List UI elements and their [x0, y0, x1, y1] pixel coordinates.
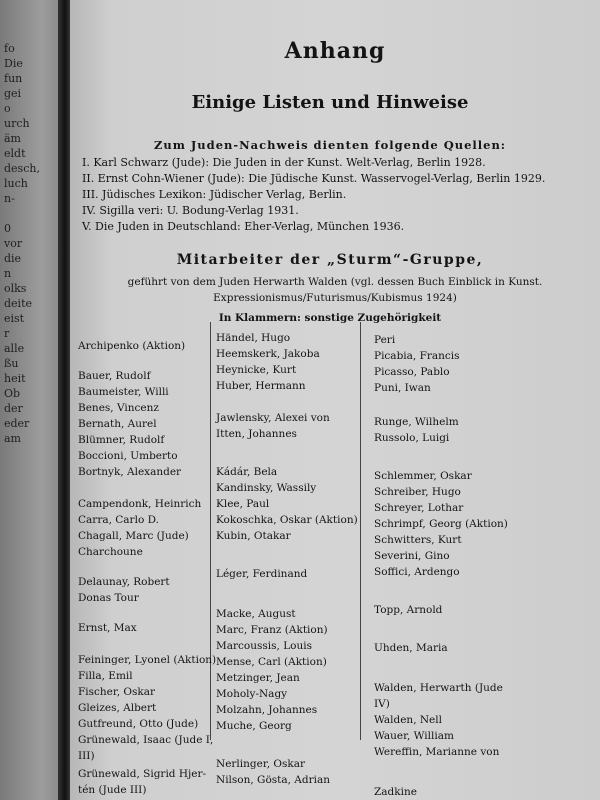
artist-name: Benes, Vincenz: [78, 402, 159, 414]
artist-name: Schrimpf, Georg (Aktion): [374, 518, 508, 530]
artist-name: Charchoune: [78, 546, 143, 558]
left-page-text-fragment: Ob: [4, 387, 21, 400]
artist-name: Carra, Carlo D.: [78, 514, 159, 526]
sources-heading: Zum Juden-Nachweis dienten folgende Quellen:: [153, 138, 507, 152]
names-column-3: [374, 334, 544, 800]
page-subtitle: Einige Listen und Hinweise: [191, 92, 469, 113]
left-page-text-fragment: gei: [4, 87, 22, 100]
artist-name: Händel, Hugo: [216, 332, 291, 344]
group-note: In Klammern: sonstige Zugehörigkeit: [218, 312, 442, 324]
artist-name: Huber, Hermann: [216, 380, 306, 392]
left-page: [0, 0, 60, 800]
artist-name: Picabia, Francis: [374, 350, 460, 362]
left-page-text-fragment: 0: [4, 222, 11, 235]
left-page-text-fragment: alle: [4, 342, 25, 355]
artist-name: Grünewald, Isaac (Jude I,: [78, 734, 214, 746]
artist-name: Topp, Arnold: [374, 604, 443, 616]
artist-name: Bauer, Rudolf: [78, 370, 151, 382]
artist-name: Schwitters, Kurt: [374, 534, 462, 546]
artist-name: Marcoussis, Louis: [216, 640, 312, 652]
source-item: IV. Sigilla veri: U. Bodung-Verlag 1931.: [82, 204, 299, 217]
left-page-text-fragment: am: [4, 432, 21, 445]
left-page-text-fragment: vor: [4, 237, 23, 250]
artist-name: Wereffin, Marianne von: [374, 746, 500, 758]
left-page-text-fragment: n: [4, 267, 12, 280]
artist-name: Kubin, Otakar: [216, 530, 291, 542]
artist-name: Soffici, Ardengo: [374, 566, 460, 578]
left-page-text-fragment: eist: [4, 312, 25, 325]
artist-name: Zadkine: [374, 786, 417, 798]
left-page-text-fragment: luch: [4, 177, 28, 190]
left-page-text-fragment: olks: [4, 282, 27, 295]
source-item: III. Jüdisches Lexikon: Jüdischer Verlag, Berlin.: [82, 188, 347, 201]
artist-name: Boccioni, Umberto: [78, 450, 178, 462]
left-page-text-fragment: fo: [4, 42, 15, 55]
artist-name: Schreyer, Lothar: [374, 502, 464, 514]
artist-name: Filla, Emil: [78, 670, 133, 682]
artist-name: Schreiber, Hugo: [374, 486, 461, 498]
group-heading: Mitarbeiter der „Sturm“-Gruppe,: [176, 252, 484, 268]
left-page-text-fragment: heit: [4, 372, 26, 385]
left-page-text-fragment: desch,: [4, 162, 40, 175]
artist-name: Jawlensky, Alexei von: [216, 412, 330, 424]
artist-name: Kádár, Bela: [216, 466, 278, 478]
artist-name: Schlemmer, Oskar: [374, 470, 472, 482]
page-title: Anhang: [284, 38, 386, 64]
artist-name: Léger, Ferdinand: [216, 568, 308, 580]
artist-name: Delaunay, Robert: [78, 576, 170, 588]
artist-name: Bernath, Aurel: [78, 418, 157, 430]
artist-name: Campendonk, Heinrich: [78, 498, 202, 510]
group-description: geführt von dem Juden Herwarth Walden (vgl. dessen Buch Einblick in Kunst.: [127, 276, 543, 288]
artist-name: Wauer, William: [374, 730, 454, 742]
artist-name: Muche, Georg: [216, 720, 292, 732]
artist-name: Runge, Wilhelm: [374, 416, 459, 428]
artist-name: Blümner, Rudolf: [78, 434, 165, 446]
book-page: [70, 0, 600, 800]
source-item: V. Die Juden in Deutschland: Eher-Verlag, München 1936.: [82, 220, 405, 233]
artist-name: Gutfreund, Otto (Jude): [78, 718, 199, 730]
left-page-text-fragment: der: [4, 402, 23, 415]
artist-name: Heemskerk, Jakoba: [216, 348, 320, 360]
left-page-text-fragment: eder: [4, 417, 30, 430]
artist-name: Kokoschka, Oskar (Aktion): [216, 514, 358, 526]
artist-name: tén (Jude III): [78, 784, 147, 796]
column-divider: [210, 322, 211, 740]
left-page-text-fragment: Die: [4, 57, 23, 70]
names-column-2: [216, 332, 358, 800]
artist-name: Walden, Nell: [374, 714, 442, 726]
artist-name: Puni, Iwan: [374, 382, 431, 394]
left-page-text-fragment: die: [4, 252, 22, 265]
source-item: I. Karl Schwarz (Jude): Die Juden in der Kunst. Welt-Verlag, Berlin 1928.: [82, 156, 486, 169]
artist-name: Ernst, Max: [78, 622, 137, 634]
source-item: II. Ernst Cohn-Wiener (Jude): Die Jüdische Kunst. Wasservogel-Verlag, Berlin 1929.: [82, 172, 546, 185]
artist-name: Gleizes, Albert: [78, 702, 157, 714]
artist-name: Marc, Franz (Aktion): [216, 624, 328, 636]
artist-name: Nerlinger, Oskar: [216, 758, 306, 770]
artist-name: Mense, Carl (Aktion): [216, 656, 327, 668]
artist-name: Peri: [374, 334, 396, 346]
artist-name: Nilson, Gösta, Adrian: [216, 774, 331, 786]
artist-name: Metzinger, Jean: [216, 672, 300, 684]
artist-name: Klee, Paul: [216, 498, 270, 510]
left-page-text-fragment: o: [4, 102, 11, 115]
artist-name: Feininger, Lyonel (Aktion): [78, 654, 217, 666]
artist-name: Molzahn, Johannes: [216, 704, 318, 716]
artist-name: Bortnyk, Alexander: [78, 466, 182, 478]
artist-name: Donas Tour: [78, 592, 139, 604]
left-page-text-fragment: ßu: [4, 357, 19, 370]
column-divider: [360, 322, 361, 740]
artist-name: Macke, August: [216, 608, 296, 620]
names-column-1: [78, 340, 217, 800]
left-page-text-fragment: r: [4, 327, 10, 340]
artist-name: IV): [374, 698, 390, 710]
artist-name: Moholy-Nagy: [216, 688, 288, 700]
artist-name: Picasso, Pablo: [374, 366, 450, 378]
left-page-text-fragment: urch: [4, 117, 30, 130]
artist-name: Itten, Johannes: [216, 428, 297, 440]
group-description-cont: Expressionismus/Futurismus/Kubismus 1924): [213, 292, 457, 304]
artist-name: Uhden, Maria: [374, 642, 448, 654]
artist-name: Fischer, Oskar: [78, 686, 156, 698]
artist-name: Kandinsky, Wassily: [216, 482, 317, 494]
artist-name: Heynicke, Kurt: [216, 364, 297, 376]
artist-name: III): [78, 750, 95, 762]
artist-name: Walden, Herwarth (Jude: [374, 682, 503, 694]
artist-name: Grünewald, Sigrid Hjer-: [78, 768, 207, 780]
artist-name: Baumeister, Willi: [78, 386, 169, 398]
left-page-text-fragment: fun: [4, 72, 23, 85]
artist-name: Russolo, Luigi: [374, 432, 450, 444]
artist-name: Severini, Gino: [374, 550, 450, 562]
left-page-text-fragment: eldt: [4, 147, 26, 160]
left-page-text-fragment: n-: [4, 192, 15, 205]
artist-name: Archipenko (Aktion): [78, 340, 186, 352]
left-page-text-fragment: deite: [4, 297, 32, 310]
artist-name: Chagall, Marc (Jude): [78, 530, 189, 542]
left-page-text-fragment: äm: [4, 132, 21, 145]
